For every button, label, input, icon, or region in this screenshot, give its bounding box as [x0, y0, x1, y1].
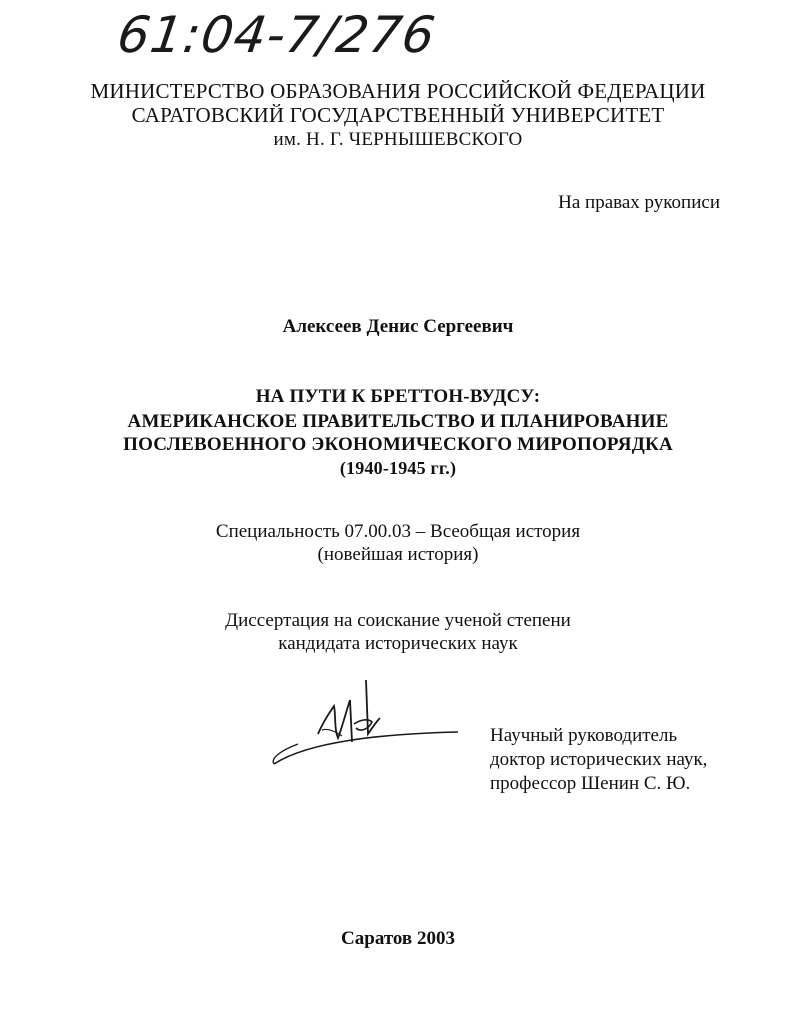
- author-name: Алексеев Денис Сергеевич: [282, 316, 514, 337]
- specialty-line-2: (новейшая история): [317, 544, 479, 565]
- rights-note: На правах рукописи: [558, 192, 720, 213]
- supervisor-degree: доктор исторических наук,: [490, 749, 708, 770]
- university-line: САРАТОВСКИЙ ГОСУДАРСТВЕННЫЙ УНИВЕРСИТЕТ: [131, 103, 665, 127]
- dissertation-line-2: кандидата исторических наук: [278, 633, 518, 654]
- archive-number-handwritten: 61:04-7/276: [113, 6, 440, 64]
- title-line-1: НА ПУТИ К БРЕТТОН-ВУДСУ:: [255, 386, 541, 407]
- signature-icon: [268, 672, 468, 772]
- title-years: (1940-1945 гг.): [339, 458, 457, 478]
- city-year: Саратов 2003: [341, 928, 455, 949]
- supervisor-role: Научный руководитель: [490, 725, 678, 746]
- university-name-line: им. Н. Г. ЧЕРНЫШЕВСКОГО: [273, 129, 523, 150]
- ministry-line: МИНИСТЕРСТВО ОБРАЗОВАНИЯ РОССИЙСКОЙ ФЕДЕРАЦИИ: [90, 79, 706, 103]
- dissertation-line-1: Диссертация на соискание ученой степени: [225, 610, 571, 631]
- title-line-2: АМЕРИКАНСКОЕ ПРАВИТЕЛЬСТВО И ПЛАНИРОВАНИЕ: [127, 411, 669, 432]
- supervisor-name: профессор Шенин С. Ю.: [490, 773, 691, 794]
- title-line-3: ПОСЛЕВОЕННОГО ЭКОНОМИЧЕСКОГО МИРОПОРЯДКА: [123, 434, 673, 455]
- specialty-line-1: Специальность 07.00.03 – Всеобщая история: [215, 521, 581, 542]
